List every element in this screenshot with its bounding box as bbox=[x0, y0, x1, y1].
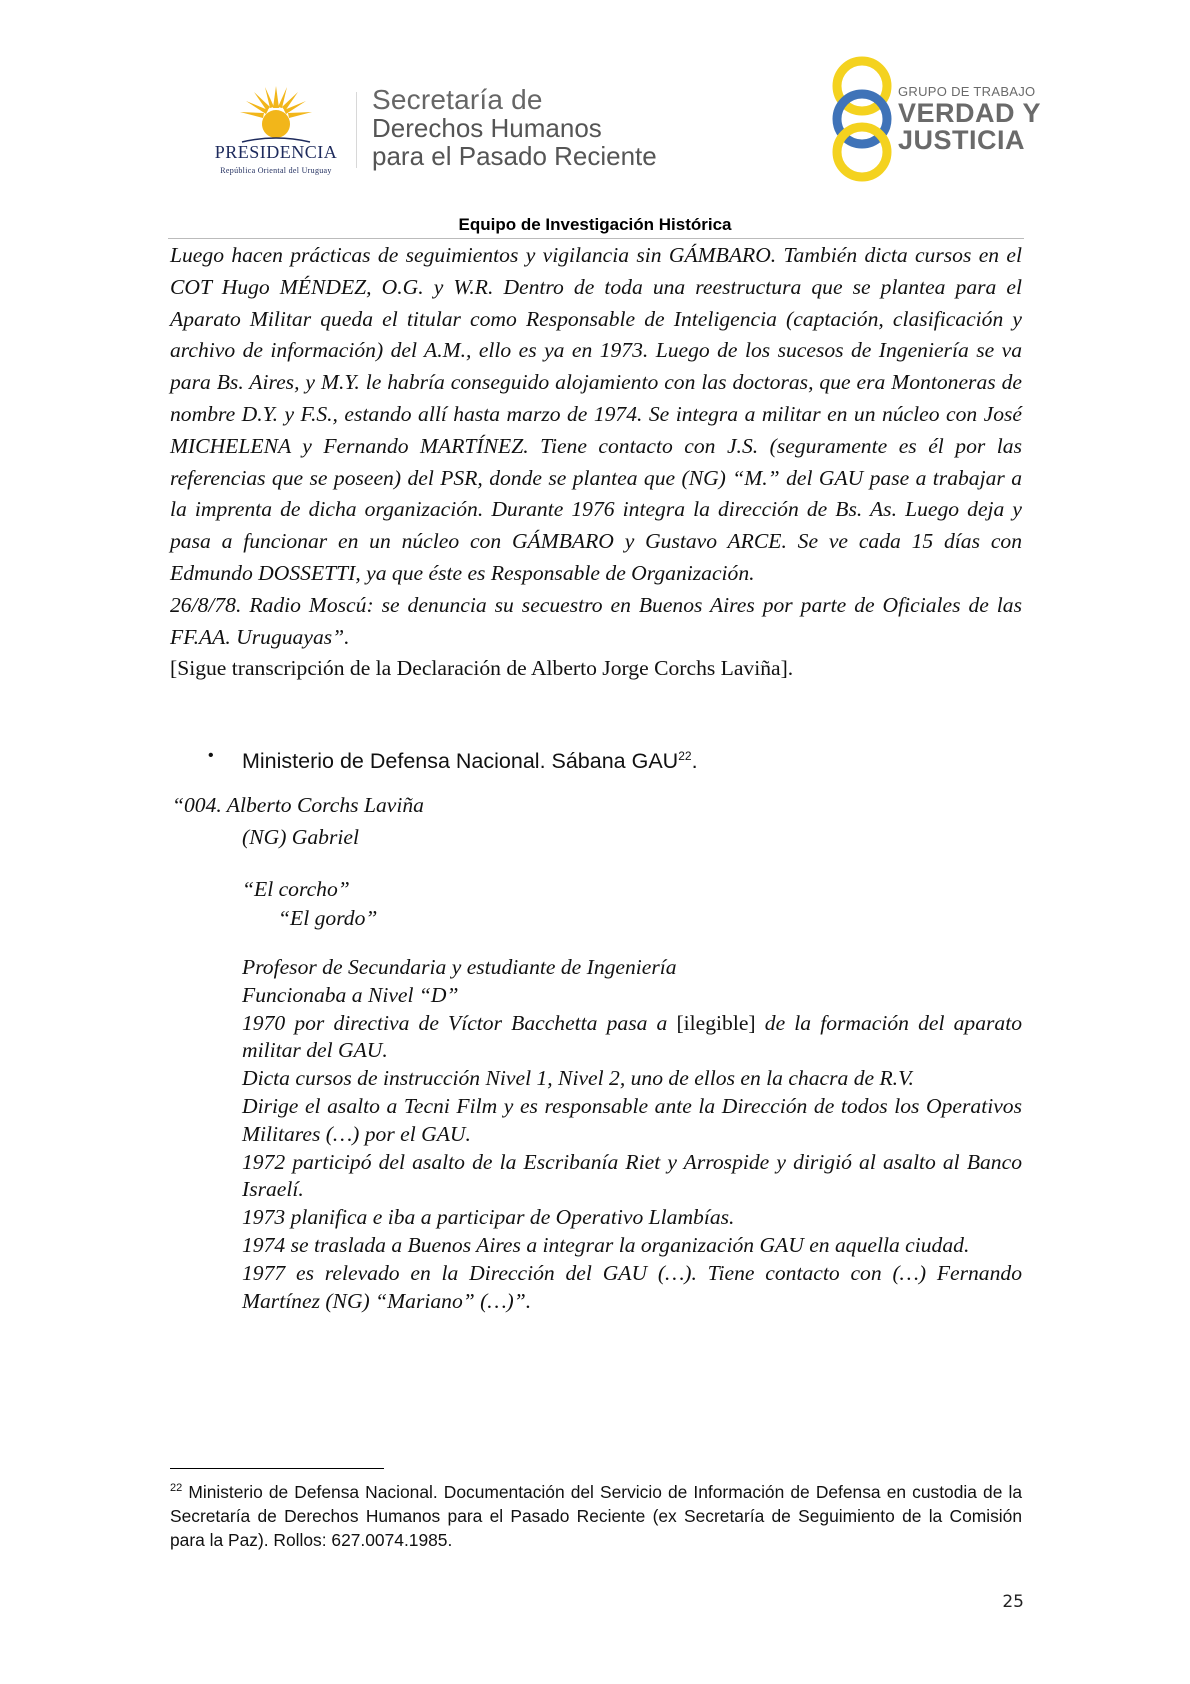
record-line: Funcionaba a Nivel “D” bbox=[242, 982, 459, 1007]
footnote bbox=[170, 1476, 1022, 1552]
grupo-trabajo-logo-text bbox=[898, 84, 1041, 154]
bullet-label: Ministerio de Defensa Nacional. Sábana GAU bbox=[242, 749, 679, 774]
rings-logo-icon bbox=[820, 56, 904, 182]
unit-title: Equipo de Investigación Histórica bbox=[458, 215, 732, 234]
record-block bbox=[242, 954, 1022, 1315]
bullet-dot-icon: • bbox=[208, 747, 214, 764]
record-text: de la formación del aparato militar del GAU. bbox=[242, 1010, 1023, 1063]
grupo-line-2: VERDAD Y bbox=[898, 98, 1042, 128]
record-line: 1977 es relevado en la Dirección del GAU (…). Tiene contacto con (…) Fernando Martínez (NG) “Mariano” (…)”. bbox=[242, 1260, 1022, 1313]
nickname: (NG) Gabriel bbox=[242, 825, 359, 849]
record-text: 1970 por directiva de Víctor Bacchetta pasa a bbox=[242, 1010, 668, 1035]
secretaria-line-1: Secretaría de bbox=[372, 84, 543, 115]
footnote-rule bbox=[170, 1468, 384, 1469]
quote-heading: “004. Alberto Corchs Laviña bbox=[172, 793, 424, 817]
paragraph-2: 26/8/78. Radio Moscú: se denuncia su secuestro en Buenos Aires por parte de Oficiales de las FF.AA. Uruguayas”. bbox=[170, 592, 1022, 649]
header-rule bbox=[168, 238, 1024, 239]
page-number: 25 bbox=[1002, 1592, 1024, 1612]
presidencia-logo bbox=[196, 80, 356, 180]
bullet-text bbox=[242, 742, 698, 775]
secretaria-logo-text bbox=[372, 86, 657, 170]
paragraph-1: Luego hacen prácticas de seguimientos y vigilancia sin GÁMBARO. También dicta cursos en el COT Hugo MÉNDEZ, O.G. y W.R. Dentro de toda una reestructura que se plantea para el Aparato Militar queda el titular como Responsable de Inteligencia (captación, clasificación y archivo de información) del A.M., ello es ya en 1973. Luego de los sucesos de Ingeniería se va para Bs. Aires, y M.Y. le habría conseguido alojamiento con las doctoras, que era Montoneras de nombre D.Y. y F.S., estando allí hasta marzo de 1974. Se integra a militar en un núcleo con José MICHELENA y Fernando MARTÍNEZ. Tiene contacto con J.S. (seguramente es él por las referencias que se poseen) del PSR, donde se plantea que (NG) “M.” del GAU pase a trabajar a la imprenta de dicha organización. Durante 1976 integra la dirección de Bs. As. Luego deja y pasa a funcionar en un núcleo con GÁMBARO y Gustavo ARCE. Se ve cada 15 días con Edmundo DOSSETTI, ya que éste es Responsable de Organización. bbox=[170, 243, 1022, 585]
presidencia-name: PRESIDENCIA bbox=[214, 142, 338, 162]
grupo-line-3: JUSTICIA bbox=[898, 125, 1026, 155]
logo-divider bbox=[356, 92, 357, 168]
secretaria-line-3: para el Pasado Reciente bbox=[372, 141, 657, 171]
footnote-text: Ministerio de Defensa Nacional. Documentación del Servicio de Información de Defensa en custodia de la Secretaría de Derechos Humanos para el Pasado Reciente (ex Secretaría de Seguimiento de la Comisión para la Paz). Rollos: 627.0074.1985. bbox=[170, 1481, 1022, 1550]
footnote-number: 22 bbox=[170, 1482, 183, 1494]
record-line: Dirige el asalto a Tecni Film y es responsable ante la Dirección de todos los Operativos Militares (…) por el GAU. bbox=[242, 1093, 1022, 1146]
record-line: 1973 planifica e iba a participar de Operativo Llambías. bbox=[242, 1205, 735, 1230]
record-line: 1974 se traslada a Buenos Aires a integrar la organización GAU en aquella ciudad. bbox=[242, 1232, 970, 1257]
alias-1: “El corcho” bbox=[242, 877, 350, 901]
record-line bbox=[242, 1010, 1022, 1066]
secretaria-line-2: Derechos Humanos bbox=[372, 113, 602, 143]
footnote-reference[interactable]: 22 bbox=[678, 749, 692, 763]
bullet-end: . bbox=[691, 749, 698, 774]
illegible-note: [ilegible] bbox=[676, 1010, 756, 1035]
page-header bbox=[0, 0, 1190, 240]
paragraph-3: [Sigue transcripción de la Declaración de Alberto Jorge Corchs Laviña]. bbox=[170, 656, 794, 681]
alias-2: “El gordo” bbox=[278, 906, 378, 930]
record-line: Dicta cursos de instrucción Nivel 1, Nivel 2, uno de ellos en la chacra de R.V. bbox=[242, 1066, 914, 1091]
presidencia-subtitle: República Oriental del Uruguay bbox=[220, 166, 332, 175]
record-line: 1972 participó del asalto de la Escribanía Riet y Arrospide y dirigió al asalto al Banco Israelí. bbox=[242, 1149, 1022, 1202]
grupo-line-1: GRUPO DE TRABAJO bbox=[898, 84, 1036, 99]
body-text bbox=[170, 240, 1022, 685]
record-line: Profesor de Secundaria y estudiante de Ingeniería bbox=[242, 955, 677, 979]
